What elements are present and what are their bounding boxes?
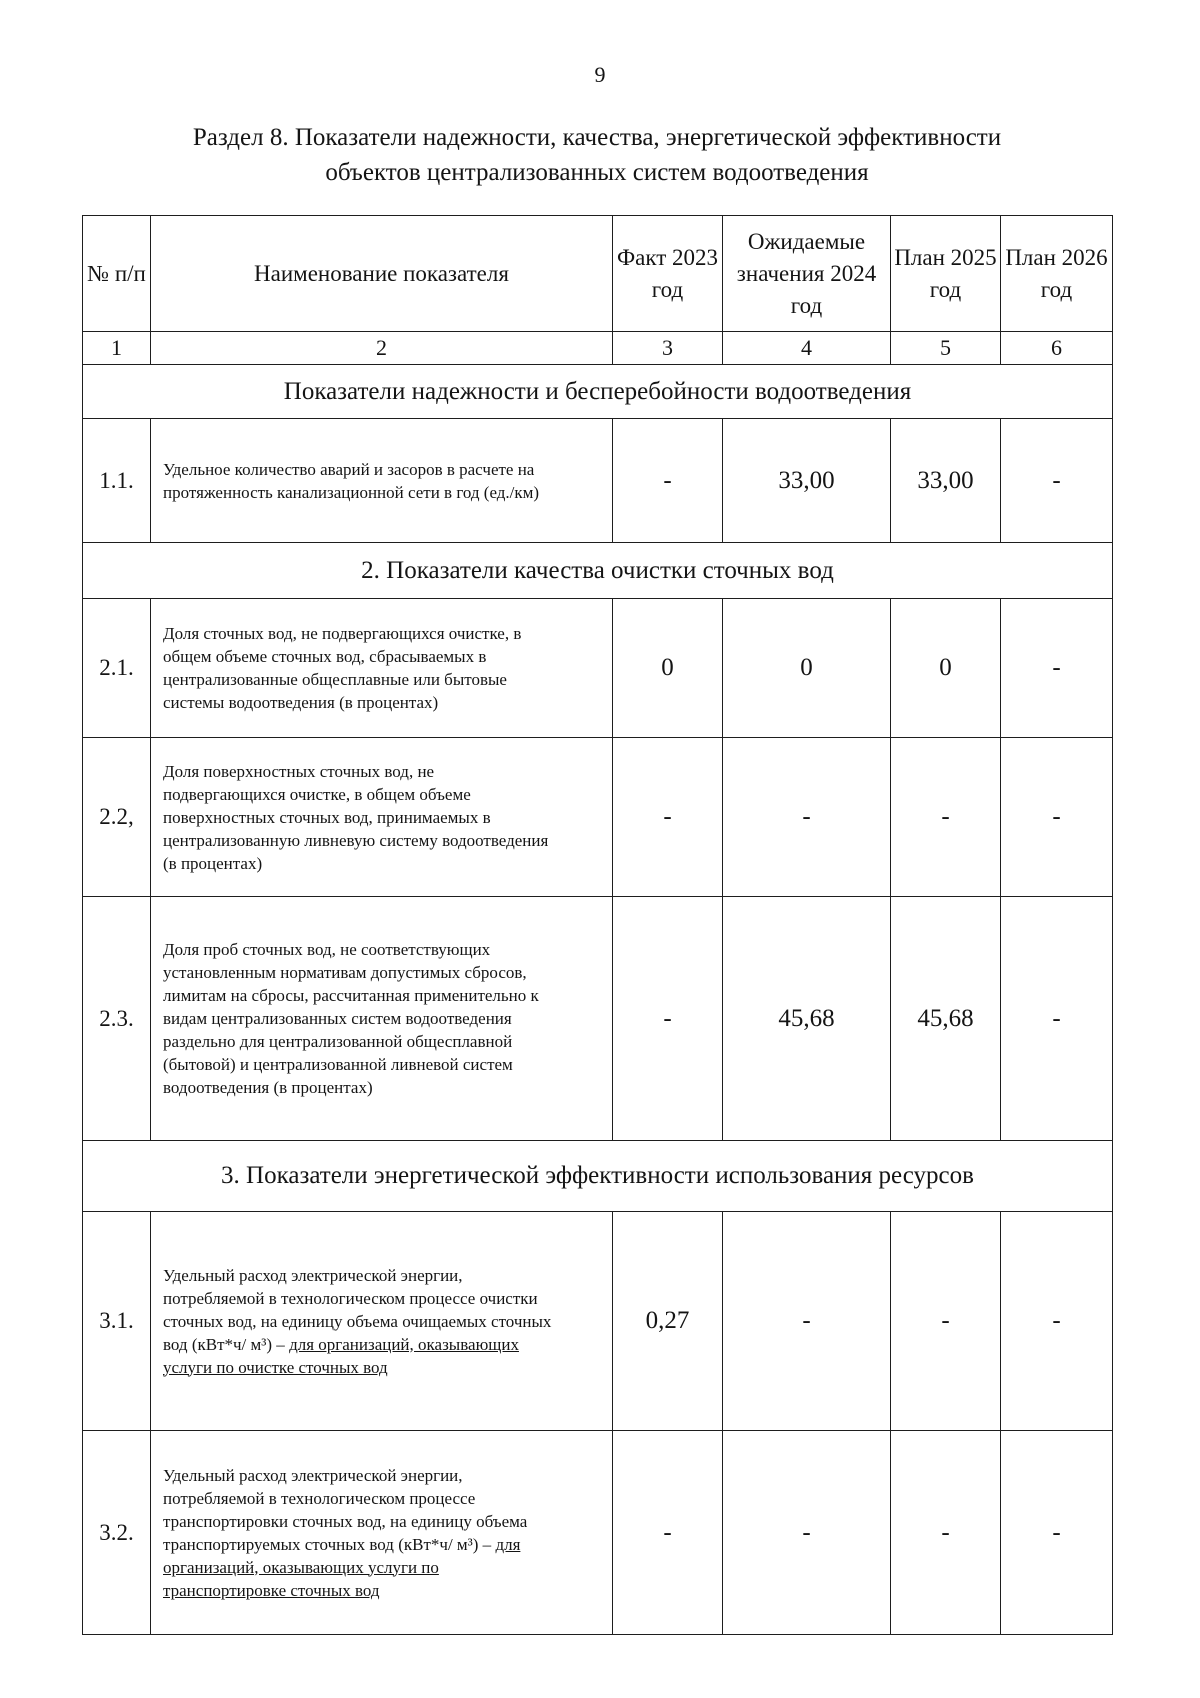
header-num: № п/п <box>83 216 151 332</box>
value-fact-2023: - <box>613 897 723 1141</box>
value-fact-2023: 0 <box>613 599 723 738</box>
indicator-name-text: Удельный расход электрической энергии, потребляемой в технологическом процессе транспортировки сточных вод, на единицу объема транспортируемых сточных вод (кВт*ч/ м³) – <box>163 1465 528 1554</box>
table-row <box>83 1212 1113 1431</box>
section-heading: 2. Показатели качества очистки сточных вод <box>83 543 1113 599</box>
header-plan-2025: План 2025 год <box>891 216 1001 332</box>
indicator-name-underlined: для организаций, оказывающих услуги по транспортировке сточных вод <box>163 1534 521 1600</box>
table-row <box>83 419 1113 543</box>
value-plan-2025: - <box>891 1431 1001 1635</box>
value-plan-2026: - <box>1001 599 1113 738</box>
table-row <box>83 897 1113 1141</box>
row-number: 3.1. <box>83 1212 151 1431</box>
indicator-name-text: Удельный расход электрической энергии, потребляемой в технологическом процессе очистки сточных вод, на единицу объема очищаемых сточных вод (кВт*ч/ м³) – <box>163 1265 552 1354</box>
value-plan-2025: - <box>891 738 1001 897</box>
value-plan-2026: - <box>1001 897 1113 1141</box>
section-title-line2: объектов централизованных систем водоотведения <box>325 159 869 186</box>
column-number: 1 <box>83 332 151 365</box>
header-plan-2026: План 2026 год <box>1001 216 1113 332</box>
header-fact-2023: Факт 2023 год <box>613 216 723 332</box>
value-plan-2025: 0 <box>891 599 1001 738</box>
header-expected-2024: Ожидаемые значения 2024 год <box>723 216 891 332</box>
column-number: 3 <box>613 332 723 365</box>
indicator-name <box>151 1212 613 1431</box>
section-header-row <box>83 1141 1113 1212</box>
value-plan-2025: 33,00 <box>891 419 1001 543</box>
value-expected-2024: 33,00 <box>723 419 891 543</box>
indicator-name: Удельное количество аварий и засоров в расчете на протяженность канализационной сети в год (ед./км) <box>151 419 613 543</box>
column-number: 5 <box>891 332 1001 365</box>
indicator-name-underlined: для организаций, оказывающих услуги по очистке сточных вод <box>163 1334 519 1377</box>
indicator-name: Доля проб сточных вод, не соответствующих установленным нормативам допустимых сбросов, лимитам на сбросы, рассчитанная применительно к видам централизованных систем водоотведения раздельно для централизованной общесплавной (бытовой) и централизованной ливневой систем водоотведения (в процентах) <box>151 897 613 1141</box>
value-plan-2026: - <box>1001 738 1113 897</box>
section-header-row <box>83 543 1113 599</box>
value-plan-2025: 45,68 <box>891 897 1001 1141</box>
value-plan-2026: - <box>1001 1212 1113 1431</box>
value-expected-2024: 45,68 <box>723 897 891 1141</box>
section-header-row <box>83 365 1113 419</box>
column-number: 4 <box>723 332 891 365</box>
indicator-name <box>151 1431 613 1635</box>
section-title-line1: Раздел 8. Показатели надежности, качества, энергетической эффективности <box>192 124 1002 151</box>
table-row <box>83 599 1113 738</box>
value-expected-2024: 0 <box>723 599 891 738</box>
value-plan-2026: - <box>1001 419 1113 543</box>
row-number: 1.1. <box>83 419 151 543</box>
value-fact-2023: 0,27 <box>613 1212 723 1431</box>
value-expected-2024: - <box>723 1431 891 1635</box>
column-number: 2 <box>151 332 613 365</box>
value-fact-2023: - <box>613 738 723 897</box>
value-plan-2025: - <box>891 1212 1001 1431</box>
indicators-table <box>82 215 1113 1635</box>
row-number: 2.2, <box>83 738 151 897</box>
value-fact-2023: - <box>613 419 723 543</box>
table-header-row <box>83 216 1113 332</box>
value-fact-2023: - <box>613 1431 723 1635</box>
page-number: 9 <box>594 62 606 87</box>
header-name: Наименование показателя <box>151 216 613 332</box>
table-row <box>83 1431 1113 1635</box>
row-number: 2.1. <box>83 599 151 738</box>
indicator-name: Доля поверхностных сточных вод, не подвергающихся очистке, в общем объеме поверхностных сточных вод, принимаемых в централизованную ливневую систему водоотведения (в процентах) <box>151 738 613 897</box>
section-heading: Показатели надежности и бесперебойности водоотведения <box>83 365 1113 419</box>
row-number: 3.2. <box>83 1431 151 1635</box>
value-plan-2026: - <box>1001 1431 1113 1635</box>
value-expected-2024: - <box>723 1212 891 1431</box>
section-title <box>82 120 1112 190</box>
table-row <box>83 738 1113 897</box>
row-number: 2.3. <box>83 897 151 1141</box>
indicator-name: Доля сточных вод, не подвергающихся очистке, в общем объеме сточных вод, сбрасываемых в централизованные общесплавные или бытовые системы водоотведения (в процентах) <box>151 599 613 738</box>
column-numbers-row <box>83 332 1113 365</box>
section-heading: 3. Показатели энергетической эффективности использования ресурсов <box>83 1141 1113 1212</box>
value-expected-2024: - <box>723 738 891 897</box>
column-number: 6 <box>1001 332 1113 365</box>
